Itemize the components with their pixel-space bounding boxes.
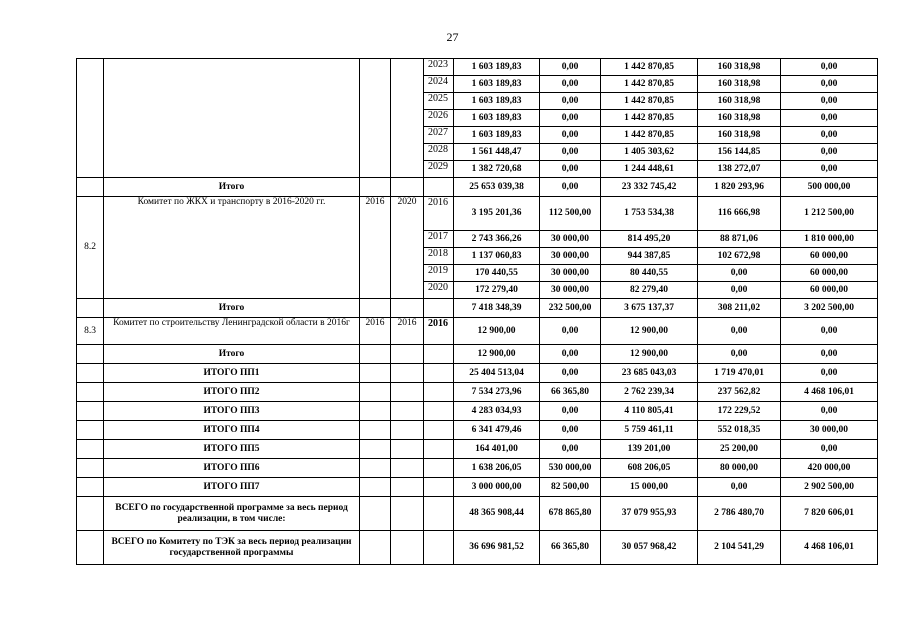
summary-row: ИТОГО ПП3 4 283 034,93 0,00 4 110 805,41 172 229,52 0,00 [77,402,878,421]
grand-total-row: ВСЕГО по государственной программе за весь период реализации, в том числе: 48 365 908,44 678 865,80 37 079 955,93 2 786 480,70 7 820 606,01 [77,497,878,531]
table-row: 2024 1 603 189,83 0,00 1 442 870,85 160 318,98 0,00 [77,76,878,93]
summary-row: ИТОГО ПП2 7 534 273,96 66 365,80 2 762 239,34 237 562,82 4 468 106,01 [77,383,878,402]
summary-row: ИТОГО ПП6 1 638 206,05 530 000,00 608 206,05 80 000,00 420 000,00 [77,459,878,478]
budget-table [76,58,878,565]
page-number: 27 [446,30,459,44]
tek-total-row: ВСЕГО по Комитету по ТЭК за весь период реализации государственной программы 36 696 981,52 66 365,80 30 057 968,42 2 104 541,29 4 468 106,01 [77,531,878,565]
table-row: 2027 1 603 189,83 0,00 1 442 870,85 160 318,98 0,00 [77,127,878,144]
table-row: 2026 1 603 189,83 0,00 1 442 870,85 160 318,98 0,00 [77,110,878,127]
itogo-row: Итого 12 900,00 0,00 12 900,00 0,00 0,00 [77,345,878,364]
table-row: 2020 172 279,40 30 000,00 82 279,40 0,00 60 000,00 [77,282,878,299]
table-row: 8.2 Комитет по ЖКХ и транспорту в 2016-2020 гг. 2016 2020 2016 3 195 201,36 112 500,00 1 753 534,38 116 666,98 1 212 500,00 [77,197,878,231]
itogo-row: Итого 7 418 348,39 232 500,00 3 675 137,37 308 211,02 3 202 500,00 [77,299,878,318]
table-row: 2023 1 603 189,83 0,00 1 442 870,85 160 318,98 0,00 [77,59,878,76]
table-row: 8.3 Комитет по строительству Ленинградской области в 2016г 2016 2016 2016 12 900,00 0,00 12 900,00 0,00 0,00 [77,318,878,345]
name-cell: Комитет по строительству Ленинградской области в 2016г [104,318,360,345]
summary-row: ИТОГО ПП5 164 401,00 0,00 139 201,00 25 200,00 0,00 [77,440,878,459]
index-cell: 8.2 [77,197,104,299]
table-row: 2025 1 603 189,83 0,00 1 442 870,85 160 318,98 0,00 [77,93,878,110]
table-row: 2018 1 137 060,83 30 000,00 944 387,85 102 672,98 60 000,00 [77,248,878,265]
table-row: 2019 170 440,55 30 000,00 80 440,55 0,00 60 000,00 [77,265,878,282]
itogo-row: Итого 25 653 039,38 0,00 23 332 745,42 1 820 293,96 500 000,00 [77,178,878,197]
index-cell [77,59,104,178]
summary-row: ИТОГО ПП1 25 404 513,04 0,00 23 685 043,03 1 719 470,01 0,00 [77,364,878,383]
summary-row: ИТОГО ПП4 6 341 479,46 0,00 5 759 461,11 552 018,35 30 000,00 [77,421,878,440]
name-cell: Комитет по ЖКХ и транспорту в 2016-2020 гг. [104,197,360,299]
table-row: 2029 1 382 720,68 0,00 1 244 448,61 138 272,07 0,00 [77,161,878,178]
table-row: 2028 1 561 448,47 0,00 1 405 303,62 156 144,85 0,00 [77,144,878,161]
summary-row: ИТОГО ПП7 3 000 000,00 82 500,00 15 000,00 0,00 2 902 500,00 [77,478,878,497]
table-row: 2017 2 743 366,26 30 000,00 814 495,20 88 871,06 1 810 000,00 [77,231,878,248]
name-cell [104,59,360,178]
index-cell: 8.3 [77,318,104,345]
